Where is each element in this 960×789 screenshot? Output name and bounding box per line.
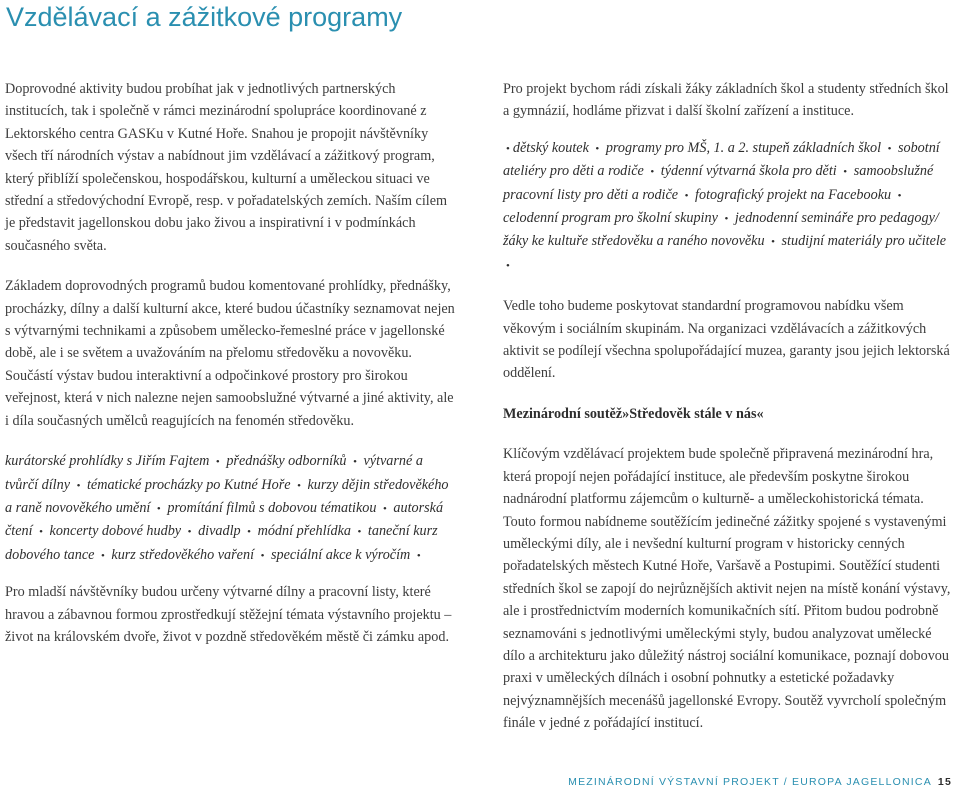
list-item: kurz středověkého vaření — [111, 546, 255, 563]
bullet-icon: • — [416, 549, 421, 562]
list-item: studijní materiály pro učitele — [781, 233, 947, 250]
page-footer — [568, 776, 952, 788]
bullet-icon: • — [260, 549, 265, 562]
school-program-list — [503, 137, 955, 277]
list-item: divadlp — [198, 523, 241, 540]
right-column — [503, 78, 955, 753]
offer-paragraph: Vedle toho budeme poskytovat standardní programovou nabídku všem věkovým i sociálním skupinám. Na organizaci vzdělávacích a zážitkových aktivit se podílejí všechna spolupořádající muzea, garanty jsou jejich lektorská oddělení. — [503, 298, 950, 382]
list-item: tématické procházky po Kutné Hoře — [86, 476, 291, 493]
bullet-icon: • — [843, 166, 848, 179]
bullet-icon: • — [215, 456, 220, 469]
youth-paragraph: Pro mladší návštěvníky budou určeny výtvarné dílny a pracovní listy, které hravou a zábavnou formou zprostředkují stěžejní témata výstavního projektu – život na královském dvoře, život v pozdně středověkém městě či zámku apod. — [5, 584, 452, 645]
bullet-icon: • — [100, 549, 105, 562]
page-title: Vzdělávací a zážitkové programy — [6, 2, 403, 32]
list-item: promítání filmů s dobovou tématikou — [167, 499, 377, 516]
list-item: výtvarné a tvůrčí dílny — [5, 453, 423, 493]
competition-paragraph: Klíčovým vzdělávací projektem bude společně připravená mezinárodní hra, která propojí nejen pořádající instituce, ale především poskytne širokou nadnárodní platformu zájemcům o kulturně- a uměleckohistorická témata. Touto formou nabídneme soutěžícím jedinečné zážitky spojené s vystavenými uměleckými díly, ale i nevšední kulturní program v historicky cenných pořadatelských městech Kutné Hoře, Varšavě a Postupimi. Soutěžící studenti středních škol se zapojí do nejrůznějších aktivit nejen na místě konání výstavy, ale i prostřednictvím moderních komunikačních sítí. Přitom budou podrobně seznamováni s jednotlivými uměleckými styly, budou analyzovat umělecké dílo a architekturu jako důležitý nástroj sociální komunikace, poznají dobovou praxi v uměleckých dílnách i osobní pohnutky a estetické požadavky nejvýznamnějších mecenášů jagellonské Evropy. Soutěž vyvrcholí společným finále v jedné z pořádající institucí. — [503, 446, 951, 732]
bullet-icon: • — [897, 189, 902, 202]
bullet-icon: • — [353, 456, 357, 469]
activity-list — [5, 450, 457, 567]
bullet-icon: • — [506, 259, 510, 272]
bullet-icon: • — [357, 526, 362, 539]
bullet-icon: • — [297, 479, 301, 492]
page-number: 15 — [937, 776, 952, 788]
bullet-icon: • — [595, 142, 600, 155]
list-item: taneční kurz dobového tance — [5, 523, 438, 563]
bullet-icon: • — [156, 502, 161, 515]
competition-heading: Mezinárodní soutěž»Středověk stále v nás« — [503, 405, 764, 422]
schools-paragraph: Pro projekt bychom rádi získali žáky základních škol a studenty středních škol a gymnázií, hodláme přizvat i další školní zařízení a instituce. — [503, 81, 949, 120]
bullet-icon: • — [187, 526, 192, 539]
list-item: módní přehlídka — [257, 523, 351, 540]
intro-paragraph: Doprovodné aktivity budou probíhat jak v jednotlivých partnerských institucích, tak i společně v rámci mezinárodní spolupráce koordinované z Lektorského centra GASKu v Kutné Hoře. Snahou je propojit návštěvníky všech tří národních výstav a nabídnout jim vzdělávací a zážitkový program, který přiblíží společenskou, hospodářskou, kulturní a uměleckou situaci ve střední a středovýchodní Evropě, resp. v pořadatelských zemích. Naším cílem je představit jagellonskou dobu jako živou a inspirativní i v podmínkách současného světa. — [5, 81, 448, 254]
left-column — [5, 78, 457, 666]
list-item: celodenní program pro školní skupiny — [503, 210, 718, 227]
list-item: přednášky odborníků — [226, 453, 347, 470]
list-item: koncerty dobové hudby — [49, 523, 182, 540]
list-item: autorská čtení — [5, 499, 444, 540]
bullet-icon: • — [76, 479, 81, 492]
list-item: dětský koutek — [512, 139, 589, 156]
bullet-icon: • — [383, 502, 387, 515]
list-item: samoobslužné pracovní listy pro děti a rodiče — [503, 163, 934, 203]
list-item: speciální akce k výročím — [270, 546, 411, 563]
list-item: jednodenní semináře pro pedagogy/žáky ke kultuře středověku a raného novověku — [503, 210, 939, 250]
list-item: fotografický projekt na Facebooku — [695, 186, 892, 203]
bullet-icon: • — [724, 213, 729, 226]
bullet-icon: • — [39, 526, 43, 539]
bullet-icon: • — [506, 142, 510, 155]
bullet-icon: • — [771, 236, 775, 249]
footer-project-name: MEZINÁRODNÍ VÝSTAVNÍ PROJEKT / EUROPA JAGELLONICA — [568, 776, 932, 788]
list-item: programy pro MŠ, 1. a 2. stupeň základních škol — [605, 139, 882, 156]
bullet-icon: • — [247, 526, 252, 539]
list-item: kurátorské prohlídky s Jiřím Fajtem — [5, 453, 210, 470]
bullet-icon: • — [887, 142, 892, 155]
list-item: kurzy dějin středověkého a raně novověkého umění — [5, 476, 449, 516]
bullet-icon: • — [684, 189, 689, 202]
bullet-icon: • — [650, 166, 655, 179]
list-item: sobotní ateliéry pro děti a rodiče — [503, 139, 940, 180]
list-item: týdenní výtvarná škola pro děti — [660, 163, 837, 180]
programs-paragraph: Základem doprovodných programů budou komentované prohlídky, přednášky, procházky, dílny a další kulturní akce, které budou účastníky seznamovat nejen s výtvarnými technikami a způsobem umělecko-řemeslné práce v jagellonské době, ale i se světem a uvažováním na přelomu středověku a novověku. Součástí výstav budou interaktivní a odpočinkové prostory pro širokou veřejnost, která v nich nalezne nejen samoobslužné výtvarné a jiné aktivity, ale i díla současných umělců reagujících na fenomén středověku. — [5, 278, 455, 429]
